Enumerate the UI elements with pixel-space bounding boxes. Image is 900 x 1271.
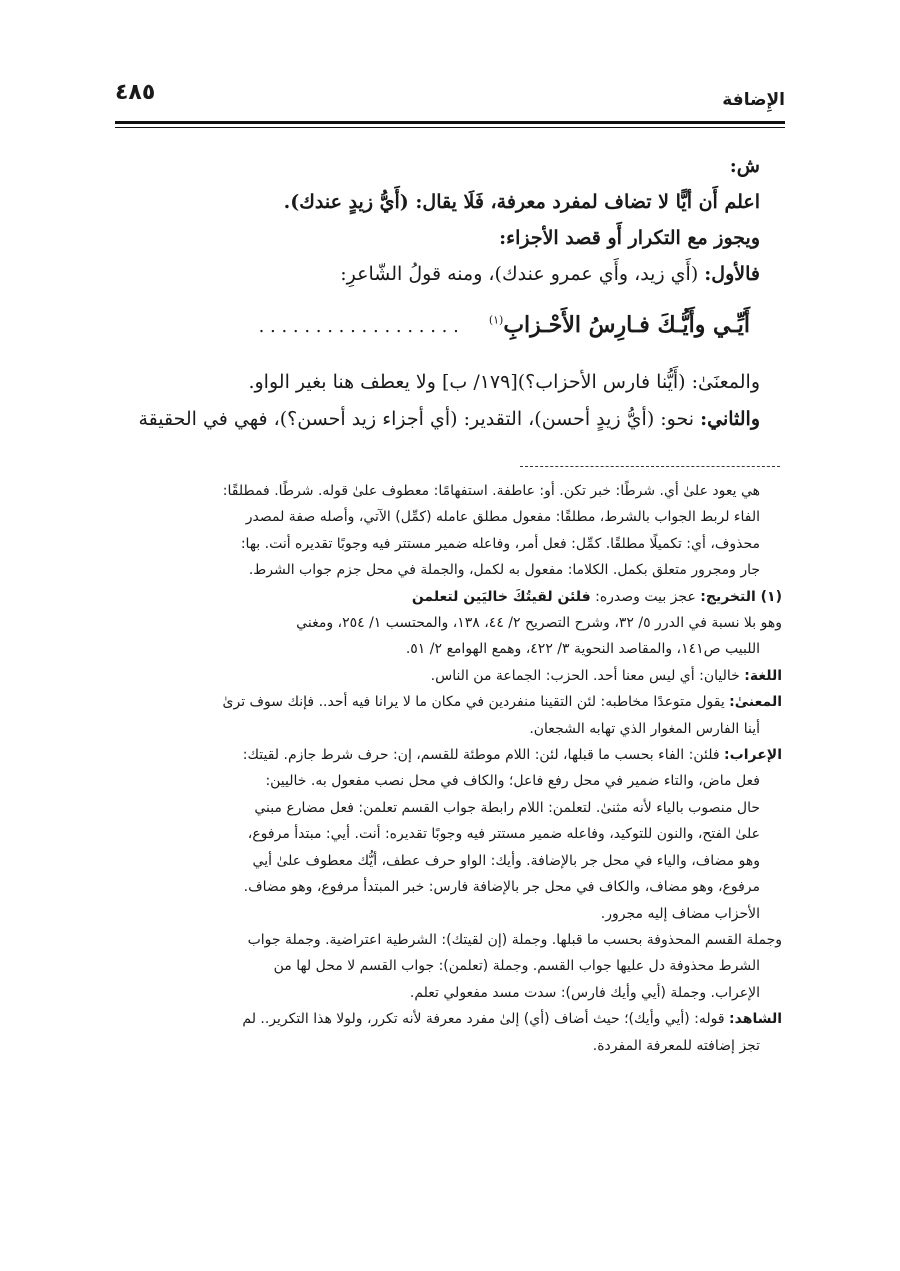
footnote-separator — [520, 466, 780, 467]
note-label: الإعراب: — [724, 747, 782, 764]
note-line: حال منصوب بالياء لأنه مثنىٰ. لتعلمن: اللام رابطة جواب القسم تعلمن: فعل مضارع مبني — [254, 799, 760, 816]
note-label: اللغة: — [744, 667, 782, 684]
note-line: اللبيب ص١٤١، والمقاصد النحوية ٣/ ٤٢٢، وهمع الهوامع ٢/ ٥١. — [405, 641, 760, 658]
note-line: فعل ماض، والتاء ضمير في محل رفع فاعل؛ والكاف في محل نصب مفعول به. خاليين: — [265, 773, 760, 790]
note-line: علىٰ الفتح، والنون للتوكيد، وفاعله ضمير مستتر فيه وجوبًا تقديره: أنت. أيي: مبتدأ مرفوع، — [247, 826, 760, 843]
note-line: وهو مضاف، والياء في محل جر بالإضافة. وأيك: الواو حرف عطف، أيُّك معطوف علىٰ أيي — [252, 852, 760, 869]
main-text-continued — [120, 364, 760, 438]
note-line: الفاء لربط الجواب بالشرط، مطلقًا: مفعول مطلق عامله (كمِّل) الآتي، وأصله صفة لمصدر — [245, 509, 760, 526]
note-line: محذوف، أي: تكميلًا مطلقًا. كمِّل: فعل أمر، وفاعله ضمير مستتر فيه وجوبًا تقديره أنت. بها: — [240, 535, 760, 552]
main-text — [120, 148, 760, 292]
first-label: فالأول: — [704, 263, 760, 285]
main-line — [120, 256, 760, 292]
note-line: وهو بلا نسبة في الدرر ٥/ ٣٢، وشرح التصريح ٢/ ٤٤، ١٣٨، والمحتسب ١/ ٢٥٤، ومغني — [296, 615, 782, 632]
note-text: عجز بيت وصدره: — [590, 588, 701, 605]
page-number: ٤٨٥ — [115, 80, 156, 105]
chapter-title: الإِضافة — [722, 90, 785, 110]
poetry-verse — [150, 312, 750, 352]
note-line — [112, 1006, 782, 1032]
note-line: تجز إضافته للمعرفة المفردة. — [592, 1037, 760, 1054]
verse-bold: فلئن لقيتُكَ خاليَين لتعلمن — [411, 588, 591, 605]
note-text: خاليان: أي ليس معنا أحد. الحزب: الجماعة من الناس. — [430, 667, 745, 684]
note-line: الشرط محذوفة دل عليها جواب القسم. وجملة (تعلمن): جواب القسم لا محل لها من — [273, 958, 760, 975]
note-text: قوله: (أيي وأيك)؛ حيث أضاف (أي) إلىٰ مفرد معرفة لأنه تكرر، ولولا هذا التكرير.. لم — [242, 1011, 730, 1028]
verse-text: أَيِّـي وأَيُّـكَ فـارِسُ الأَحْـزابِ — [503, 312, 750, 338]
header-rule-thin — [115, 127, 785, 128]
main-line: ويجوز مع التكرار أَو قصد الأجزاء: — [499, 227, 760, 249]
footnotes — [112, 478, 782, 1059]
note-line: وجملة القسم المحذوفة بحسب ما قبلها. وجملة (إن لقيتك): الشرطية اعتراضية. وجملة جواب — [247, 931, 782, 948]
second-label: والثاني: — [700, 408, 760, 430]
note-line: مرفوع، وهو مضاف، والكاف في محل جر بالإضافة فارس: خبر المبتدأ مرفوع، وهو مضاف. — [243, 879, 760, 896]
footnote-ref: (١) — [488, 313, 504, 327]
note-line — [112, 689, 782, 715]
second-text: نحو: (أيُّ زيدٍ أحسن)، التقدير: (أي أجزاء زيد أحسن؟)، فهي في الحقيقة — [138, 408, 701, 430]
note-line: أينا الفارس المغوار الذي تهابه الشجعان. — [529, 720, 760, 737]
note-label: الشاهد: — [729, 1011, 782, 1028]
note-line: هي يعود علىٰ أي. شرطًا: خبر تكن. أو: عاطفة. استفهامًا: معطوف علىٰ قوله. شرطًا. فمطلقًا: — [222, 483, 760, 499]
main-line: اعلم أَن أيًّا لا تضاف لمفرد معرفة، فَلَا يقال: (أَيُّ زيدٍ عندك). — [283, 191, 760, 213]
running-header — [115, 78, 785, 118]
note-line — [112, 742, 782, 768]
main-line: ش: — [729, 155, 760, 177]
main-line — [120, 401, 760, 438]
verse-dots: . . . . . . . . . . . . . . . . . . — [258, 316, 459, 337]
note-line — [112, 584, 782, 610]
note-label: المعنىٰ: — [729, 694, 782, 711]
header-rule-thick — [115, 121, 785, 124]
note-line: الإعراب. وجملة (أيي وأيك فارس): سدت مسد مفعولي تعلم. — [409, 984, 760, 1001]
note-line: الأحزاب مضاف إليه مجرور. — [600, 905, 760, 922]
note-text: فلئن: الفاء بحسب ما قبلها، لئن: اللام موطئة للقسم، إن: حرف شرط جازم. لقيتك: — [242, 747, 725, 764]
note-line — [112, 663, 782, 689]
main-line: والمعنَىٰ: (أَيُّنا فارس الأحزاب؟)[١٧٩/ ب] ولا يعطف هنا بغير الواو. — [248, 371, 760, 393]
note-label: (١) التخريج: — [700, 588, 782, 605]
first-text: (أَي زيد، وأَي عمرو عندك)، ومنه قولُ الشّاعرِ: — [340, 263, 705, 285]
note-text: يقول متوعدًا مخاطبه: لئن التقينا منفردين في مكان ما لا يرانا فيه أحد.. فإنك سوف ترىٰ — [222, 694, 730, 711]
note-line: جار ومجرور متعلق بكمل. الكلاما: مفعول به لكمل، والجملة في محل جزم جواب الشرط. — [248, 562, 760, 579]
